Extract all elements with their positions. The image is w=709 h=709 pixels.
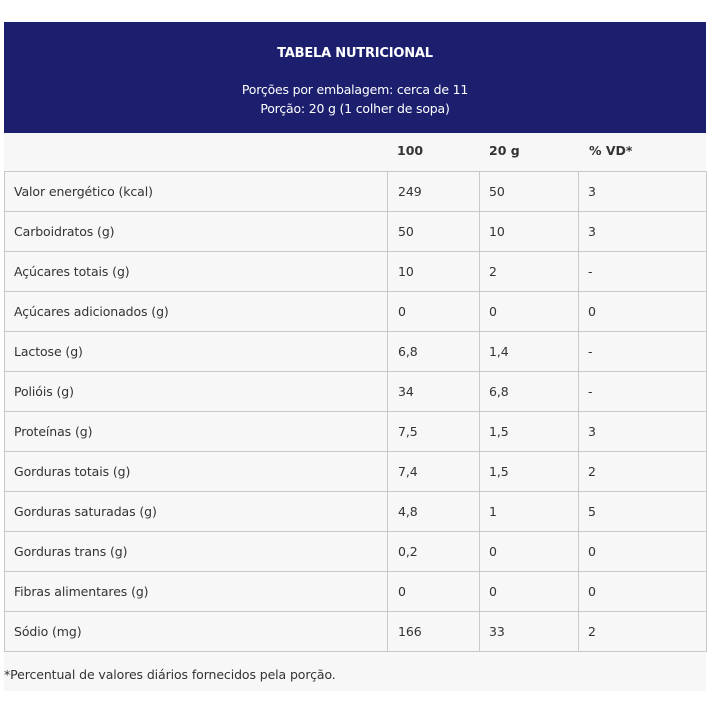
value-vd: - — [579, 332, 707, 372]
column-header-vd: % VD* — [589, 143, 633, 158]
table-row — [5, 452, 707, 492]
value-vd: 0 — [579, 532, 707, 572]
column-header-20g: 20 g — [489, 143, 520, 158]
table-row — [5, 252, 707, 292]
value-per-20g: 10 — [480, 212, 579, 252]
nutrient-name: Polióis (g) — [5, 372, 388, 412]
table-row — [5, 612, 707, 652]
value-per-100: 166 — [388, 612, 480, 652]
nutrient-name: Valor energético (kcal) — [5, 172, 388, 212]
nutrient-name: Sódio (mg) — [5, 612, 388, 652]
serving-size: Porção: 20 g (1 colher de sopa) — [260, 101, 450, 116]
nutrient-name: Açúcares totais (g) — [5, 252, 388, 292]
table-row — [5, 372, 707, 412]
value-vd: 3 — [579, 212, 707, 252]
table-row — [5, 332, 707, 372]
table-row — [5, 292, 707, 332]
value-per-100: 7,4 — [388, 452, 480, 492]
nutrient-name: Açúcares adicionados (g) — [5, 292, 388, 332]
value-vd: - — [579, 372, 707, 412]
value-vd: 2 — [579, 452, 707, 492]
value-per-100: 0 — [388, 572, 480, 612]
nutrient-name: Fibras alimentares (g) — [5, 572, 388, 612]
value-per-100: 10 — [388, 252, 480, 292]
table-title: TABELA NUTRICIONAL — [277, 46, 433, 61]
value-per-100: 34 — [388, 372, 480, 412]
value-per-100: 0 — [388, 292, 480, 332]
table-row — [5, 172, 707, 212]
value-per-20g: 1 — [480, 492, 579, 532]
table-row — [5, 572, 707, 612]
footnote: *Percentual de valores diários fornecidos pela porção. — [4, 667, 336, 682]
nutrient-name: Proteínas (g) — [5, 412, 388, 452]
nutrient-name: Gorduras totais (g) — [5, 452, 388, 492]
value-vd: 0 — [579, 572, 707, 612]
column-header-row — [4, 133, 706, 171]
value-per-20g: 50 — [480, 172, 579, 212]
value-per-20g: 6,8 — [480, 372, 579, 412]
table-row — [5, 412, 707, 452]
value-per-20g: 0 — [480, 572, 579, 612]
table-row — [5, 532, 707, 572]
value-per-20g: 1,4 — [480, 332, 579, 372]
value-vd: 2 — [579, 612, 707, 652]
nutrient-name: Gorduras trans (g) — [5, 532, 388, 572]
value-per-20g: 1,5 — [480, 412, 579, 452]
value-per-20g: 2 — [480, 252, 579, 292]
table-row — [5, 212, 707, 252]
nutrient-name: Lactose (g) — [5, 332, 388, 372]
value-per-20g: 33 — [480, 612, 579, 652]
value-per-100: 4,8 — [388, 492, 480, 532]
value-vd: 0 — [579, 292, 707, 332]
value-per-100: 7,5 — [388, 412, 480, 452]
value-per-100: 249 — [388, 172, 480, 212]
nutrition-header — [4, 22, 706, 133]
value-per-20g: 1,5 — [480, 452, 579, 492]
value-vd: 3 — [579, 412, 707, 452]
value-per-100: 6,8 — [388, 332, 480, 372]
value-per-20g: 0 — [480, 532, 579, 572]
servings-per-package: Porções por embalagem: cerca de 11 — [241, 82, 469, 97]
nutrient-name: Carboidratos (g) — [5, 212, 388, 252]
value-vd: 5 — [579, 492, 707, 532]
value-per-100: 0,2 — [388, 532, 480, 572]
value-per-20g: 0 — [480, 292, 579, 332]
nutrition-table — [4, 171, 707, 652]
column-header-100: 100 — [397, 143, 424, 158]
value-vd: - — [579, 252, 707, 292]
table-row — [5, 492, 707, 532]
value-vd: 3 — [579, 172, 707, 212]
nutrient-name: Gorduras saturadas (g) — [5, 492, 388, 532]
nutrition-panel — [4, 22, 706, 691]
value-per-100: 50 — [388, 212, 480, 252]
